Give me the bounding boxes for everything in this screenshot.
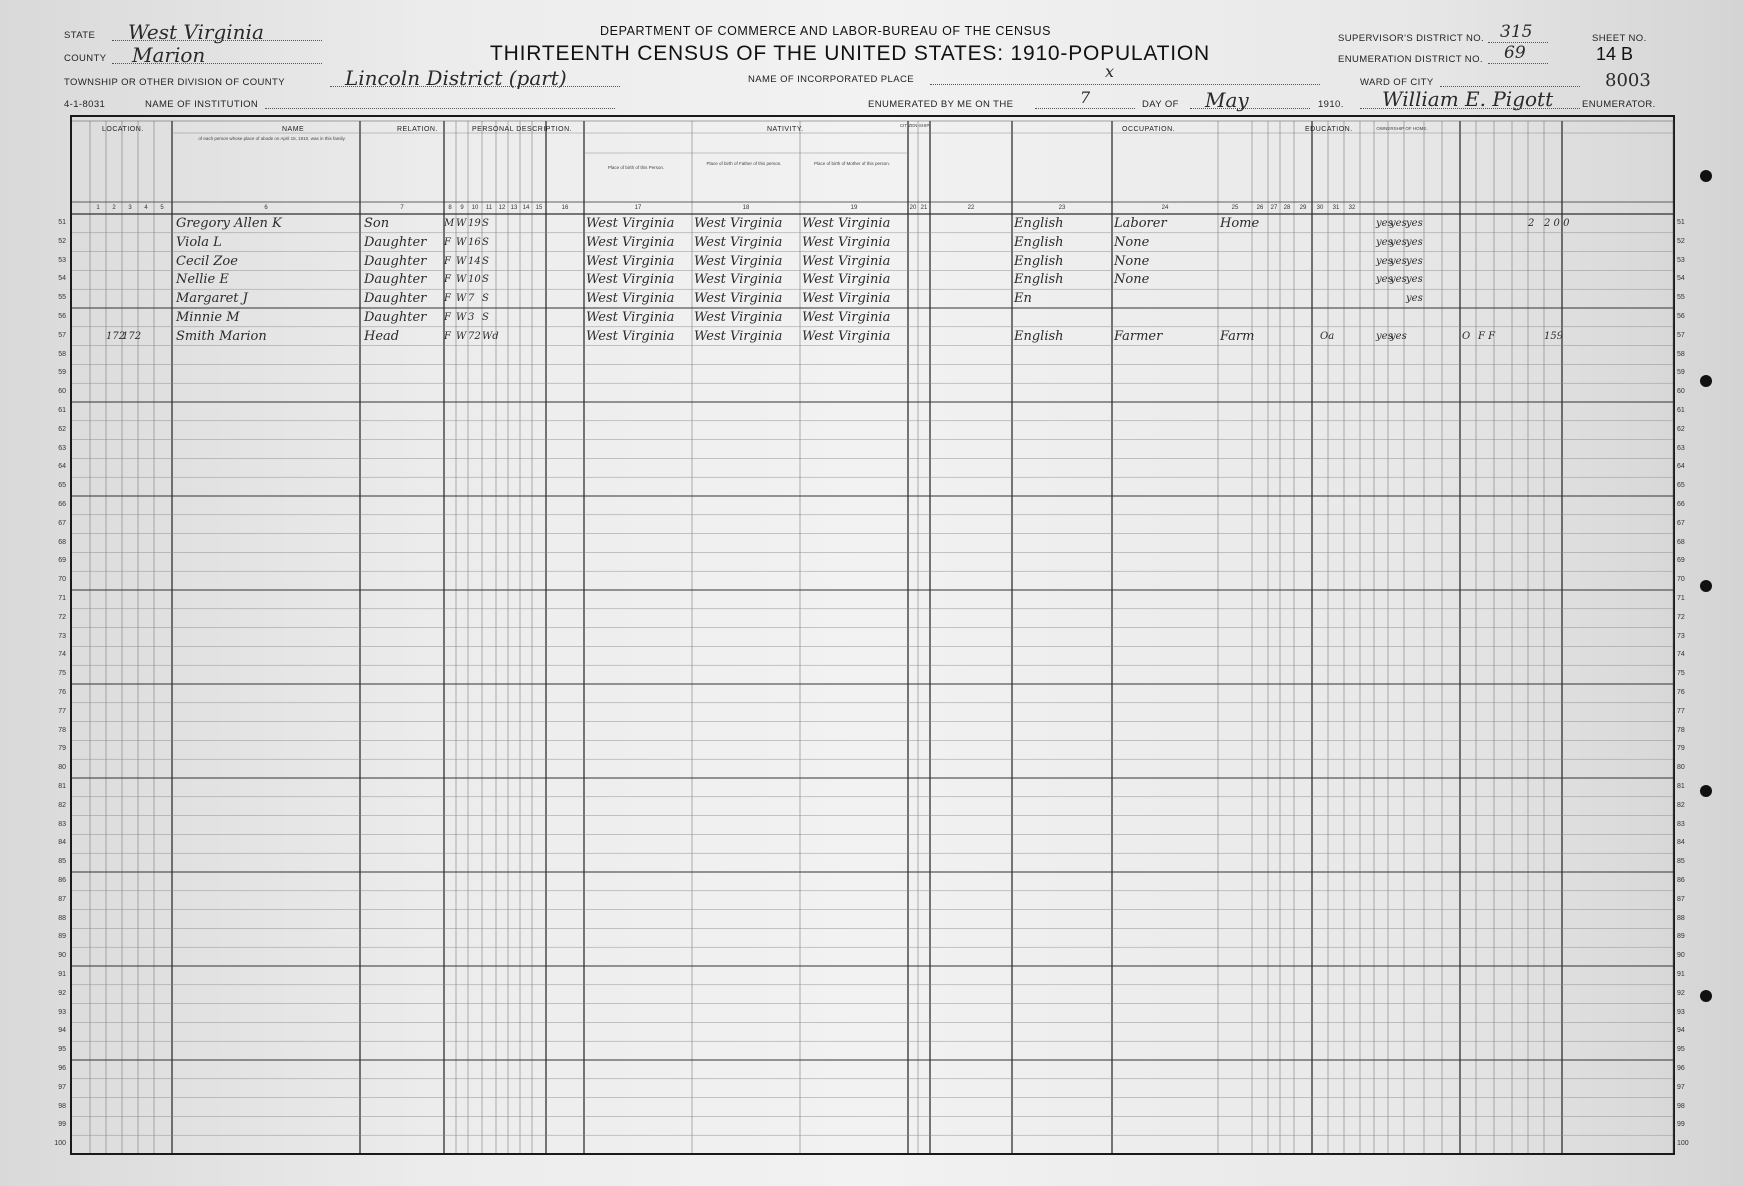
column-number: 28 <box>1283 205 1291 211</box>
column-number: 19 <box>850 205 858 211</box>
group-location: LOCATION. <box>102 126 144 133</box>
entry-name: Gregory Allen K <box>176 216 282 231</box>
entry-write: yes <box>1390 218 1407 229</box>
entry-father-birth: West Virginia <box>694 291 783 307</box>
row-number-left: 59 <box>58 369 66 377</box>
row-number-right: 61 <box>1677 407 1685 414</box>
entry-school: yes <box>1406 293 1423 305</box>
census-table <box>54 115 1689 1155</box>
row-number-left: 54 <box>58 275 66 283</box>
row-number-left: 67 <box>58 519 66 527</box>
entry-read: yes <box>1376 255 1393 267</box>
entry-mother-birth: West Virginia <box>802 291 891 307</box>
entry-marital: Wd <box>482 330 499 342</box>
row-number-left: 66 <box>58 501 66 508</box>
row-number-right: 74 <box>1677 651 1685 659</box>
row-number-right: 91 <box>1677 971 1685 978</box>
entry-name: Smith Marion <box>176 328 267 344</box>
entry-language: En <box>1014 291 1032 307</box>
group-name: NAME <box>282 126 305 133</box>
row-number-right: 92 <box>1677 989 1685 997</box>
entry-sex: F <box>444 255 451 267</box>
column-number: 30 <box>1316 205 1324 211</box>
row-number-right: 88 <box>1677 914 1685 922</box>
entry-race: W <box>456 293 467 305</box>
row-number-right: 99 <box>1677 1121 1685 1129</box>
entry-language: English <box>1014 234 1064 250</box>
entry-father-birth: West Virginia <box>694 234 783 250</box>
row-number-right: 83 <box>1677 820 1685 828</box>
column-number: 22 <box>967 205 975 211</box>
entry-relation: Daughter <box>364 310 427 325</box>
row-number-right: 67 <box>1677 519 1685 527</box>
entry-marital: S <box>482 236 489 248</box>
column-number: 32 <box>1348 205 1356 211</box>
row-number-left: 87 <box>58 895 66 903</box>
row-number-left: 76 <box>58 689 66 696</box>
entry-occupation: Laborer <box>1114 216 1167 231</box>
entry-write: yes <box>1390 274 1407 286</box>
row-number-right: 77 <box>1677 707 1685 715</box>
heading-birth-mother: Place of birth of Mother of this person. <box>813 161 891 166</box>
name-note: of each person whose place of abode on April 15, 1910, was in this family. <box>198 136 346 141</box>
row-number-left: 55 <box>58 294 66 302</box>
row-number-left: 86 <box>58 877 66 884</box>
entry-relation: Head <box>364 328 400 344</box>
row-number-left: 63 <box>58 444 66 452</box>
column-number: 27 <box>1270 205 1278 211</box>
entry-race: W <box>456 330 467 342</box>
entry-sex: F <box>444 330 451 342</box>
row-number-right: 65 <box>1677 482 1685 490</box>
entry-name: Viola L <box>176 234 222 250</box>
row-number-right: 94 <box>1677 1027 1685 1035</box>
row-number-left: 94 <box>58 1027 66 1035</box>
state-value: West Virginia <box>128 20 264 44</box>
row-number-left: 82 <box>58 801 66 809</box>
entry-farm: F F <box>1478 330 1496 342</box>
entry-father-birth: West Virginia <box>694 272 783 288</box>
enumeration-value: 69 <box>1504 43 1526 63</box>
column-number: 13 <box>510 205 518 211</box>
entry-industry: Farm <box>1220 328 1255 344</box>
entry-mother-birth: West Virginia <box>802 216 891 231</box>
column-number: 20 <box>909 205 917 211</box>
entry-father-birth: West Virginia <box>694 328 783 344</box>
entry-marital: S <box>482 274 489 286</box>
row-number-right: 78 <box>1677 726 1685 734</box>
entry-relation: Daughter <box>364 253 427 269</box>
row-number-left: 81 <box>58 783 66 790</box>
stamp-number: 8003 <box>1605 70 1651 91</box>
row-number-right: 90 <box>1677 952 1685 960</box>
entry-occupation: None <box>1114 272 1150 288</box>
main-title: THIRTEENTH CENSUS OF THE UNITED STATES: 1910-POPULATION <box>490 42 1210 65</box>
year-label: 1910. <box>1318 99 1344 110</box>
month-value: May <box>1205 88 1249 112</box>
column-number: 24 <box>1161 205 1169 211</box>
column-number: 5 <box>160 205 164 211</box>
row-number-right: 54 <box>1677 275 1685 283</box>
punch-hole <box>1700 375 1712 387</box>
row-number-left: 64 <box>58 463 66 471</box>
row-number-right: 70 <box>1677 576 1685 584</box>
row-number-left: 84 <box>58 839 66 847</box>
row-number-left: 80 <box>58 764 66 772</box>
row-number-left: 100 <box>54 1140 66 1148</box>
column-number: 1 <box>96 205 100 211</box>
entry-mother-birth: West Virginia <box>802 234 891 250</box>
entry-age: 72 <box>468 330 481 342</box>
row-number-right: 85 <box>1677 858 1685 866</box>
row-number-right: 56 <box>1677 313 1685 320</box>
row-number-right: 89 <box>1677 933 1685 941</box>
row-number-right: 73 <box>1677 632 1685 640</box>
group-education: EDUCATION. <box>1305 126 1353 133</box>
entry-relation: Daughter <box>364 272 427 288</box>
entry-language: English <box>1014 328 1064 344</box>
entry-language: English <box>1014 253 1064 269</box>
row-number-left: 65 <box>58 482 66 490</box>
row-number-right: 58 <box>1677 350 1685 358</box>
row-number-right: 81 <box>1677 783 1685 790</box>
punch-hole <box>1700 580 1712 592</box>
column-number: 21 <box>920 205 928 211</box>
row-number-right: 52 <box>1677 237 1685 245</box>
column-number: 17 <box>634 205 642 211</box>
row-number-left: 62 <box>58 425 66 433</box>
row-number-right: 62 <box>1677 425 1685 433</box>
institution-label: NAME OF INSTITUTION <box>145 99 259 110</box>
supervisor-value: 315 <box>1500 22 1533 42</box>
dept-title: DEPARTMENT OF COMMERCE AND LABOR-BUREAU OF THE CENSUS <box>600 24 1052 38</box>
row-number-right: 75 <box>1677 670 1685 678</box>
entry-school: yes <box>1406 236 1423 248</box>
column-number: 23 <box>1058 205 1066 211</box>
column-number: 12 <box>498 205 506 211</box>
row-number-left: 74 <box>58 651 66 659</box>
row-number-right: 66 <box>1677 501 1685 508</box>
row-number-right: 60 <box>1677 388 1685 396</box>
entry-read: yes <box>1376 236 1393 248</box>
entry-race: W <box>456 312 467 323</box>
entry-race: W <box>456 255 467 267</box>
row-number-right: 57 <box>1677 331 1685 339</box>
enumeration-label: ENUMERATION DISTRICT NO. <box>1338 54 1483 65</box>
row-number-left: 93 <box>58 1008 66 1016</box>
entry-own: O <box>1462 330 1471 342</box>
ward-label: WARD OF CITY <box>1360 77 1434 88</box>
heading-birth-father: Place of birth of Father of this person. <box>706 161 782 166</box>
township-label: TOWNSHIP OR OTHER DIVISION OF COUNTY <box>64 77 285 88</box>
row-number-right: 98 <box>1677 1102 1685 1110</box>
column-number: 7 <box>400 205 404 211</box>
entry-school: yes <box>1406 218 1423 229</box>
column-number: 15 <box>535 205 543 211</box>
entry-birth: West Virginia <box>586 216 675 231</box>
punch-hole <box>1700 785 1712 797</box>
entry-age: 7 <box>468 293 475 305</box>
sheet-value: 14 B <box>1596 44 1634 64</box>
sheet-label: SHEET NO. <box>1592 33 1647 44</box>
row-number-left: 68 <box>58 538 66 546</box>
county-label: COUNTY <box>64 53 107 64</box>
row-number-left: 91 <box>58 971 66 978</box>
form-code: 4-1-8031 <box>64 99 106 110</box>
row-number-right: 64 <box>1677 463 1685 471</box>
row-number-left: 61 <box>58 407 66 414</box>
row-number-right: 86 <box>1677 877 1685 884</box>
entry-marital: S <box>482 293 489 305</box>
column-number: 11 <box>485 205 493 211</box>
entry-race: W <box>456 274 467 286</box>
row-number-left: 51 <box>58 219 66 226</box>
row-number-left: 98 <box>58 1102 66 1110</box>
entry-name: Cecil Zoe <box>176 253 238 269</box>
row-number-right: 68 <box>1677 538 1685 546</box>
column-number: 4 <box>144 205 148 211</box>
entry-write: yes <box>1390 255 1407 267</box>
column-number: 9 <box>460 205 464 211</box>
punch-hole <box>1700 170 1712 182</box>
entry-father-birth: West Virginia <box>694 310 783 325</box>
incorporated-value: x <box>1105 62 1115 81</box>
entry-marital: S <box>482 312 489 323</box>
punch-hole <box>1700 990 1712 1002</box>
row-number-right: 82 <box>1677 801 1685 809</box>
entry-language: English <box>1014 272 1064 288</box>
row-number-right: 93 <box>1677 1008 1685 1016</box>
group-citizenship: CITIZEN-SHIP. <box>899 123 931 128</box>
entry-write: yes <box>1390 236 1407 248</box>
column-number: 2 <box>112 205 116 211</box>
incorporated-label: NAME OF INCORPORATED PLACE <box>748 74 914 85</box>
column-number: 16 <box>561 205 569 211</box>
column-number: 31 <box>1332 205 1340 211</box>
row-number-right: 95 <box>1677 1046 1685 1054</box>
entry-relation: Son <box>364 216 390 231</box>
row-number-right: 96 <box>1677 1065 1685 1072</box>
entry-marital: S <box>482 255 489 267</box>
row-number-left: 71 <box>58 595 66 602</box>
column-number: 6 <box>264 205 268 211</box>
column-number: 3 <box>128 205 132 211</box>
row-number-right: 79 <box>1677 745 1685 753</box>
entry-blind: 2 <box>1528 218 1535 229</box>
entry-age: 14 <box>468 255 481 267</box>
row-number-right: 55 <box>1677 294 1685 302</box>
row-number-left: 57 <box>58 331 66 339</box>
row-number-right: 63 <box>1677 444 1685 452</box>
entry-age: 16 <box>468 236 481 248</box>
entry-name: Minnie M <box>176 310 240 325</box>
row-number-left: 53 <box>58 256 66 264</box>
entry-birth: West Virginia <box>586 328 675 344</box>
row-number-left: 90 <box>58 952 66 960</box>
entry-race: W <box>456 236 467 248</box>
row-number-left: 70 <box>58 576 66 584</box>
heading-birth-person: Place of birth of this Person. <box>607 165 665 170</box>
row-number-right: 69 <box>1677 557 1685 565</box>
row-number-left: 92 <box>58 989 66 997</box>
row-number-right: 80 <box>1677 764 1685 772</box>
column-number: 18 <box>742 205 750 211</box>
entry-mother-birth: West Virginia <box>802 272 891 288</box>
entry-mother-birth: West Virginia <box>802 253 891 269</box>
enumerated-day: 7 <box>1080 88 1091 107</box>
day-of-label: DAY OF <box>1142 99 1179 110</box>
entry-father-birth: West Virginia <box>694 216 783 231</box>
entry-industry: Home <box>1220 216 1260 231</box>
row-number-right: 59 <box>1677 369 1685 377</box>
entry-sex: F <box>444 236 451 248</box>
row-number-left: 60 <box>58 388 66 396</box>
entry-occupation: Farmer <box>1114 328 1163 344</box>
entry-family: 172 <box>122 330 142 342</box>
entry-age: 10 <box>468 274 481 286</box>
row-number-right: 71 <box>1677 595 1685 602</box>
entry-name: Margaret J <box>176 291 248 307</box>
row-number-right: 87 <box>1677 895 1685 903</box>
entry-read: yes <box>1376 330 1393 342</box>
row-number-left: 79 <box>58 745 66 753</box>
entry-sex: F <box>444 312 451 323</box>
column-number: 10 <box>471 205 479 211</box>
row-number-left: 58 <box>58 350 66 358</box>
entry-birth: West Virginia <box>586 234 675 250</box>
state-label: STATE <box>64 30 96 41</box>
entry-father-birth: West Virginia <box>694 253 783 269</box>
row-number-left: 88 <box>58 914 66 922</box>
entry-birth: West Virginia <box>586 310 675 325</box>
entry-read: yes <box>1376 218 1393 229</box>
row-number-left: 78 <box>58 726 66 734</box>
group-occupation: OCCUPATION. <box>1122 126 1176 133</box>
row-number-left: 77 <box>58 707 66 715</box>
group-ownership: OWNERSHIP OF HOME. <box>1376 126 1428 131</box>
enumerated-label: ENUMERATED BY ME ON THE <box>868 99 1014 110</box>
column-number: 26 <box>1256 205 1264 211</box>
entry-race: W <box>456 218 467 229</box>
entry-relation: Daughter <box>364 234 427 250</box>
group-personal: PERSONAL DESCRIPTION. <box>472 126 573 133</box>
county-value: Marion <box>132 43 206 67</box>
entry-relation: Daughter <box>364 291 427 307</box>
entry-birth: West Virginia <box>586 272 675 288</box>
entry-employer: Oa <box>1320 330 1335 342</box>
row-number-left: 75 <box>58 670 66 678</box>
entry-sex: M <box>444 218 455 229</box>
entry-mother-birth: West Virginia <box>802 310 891 325</box>
entry-write: yes <box>1390 330 1407 342</box>
entry-school: yes <box>1406 274 1423 286</box>
row-number-left: 72 <box>58 613 66 621</box>
row-number-right: 97 <box>1677 1083 1685 1091</box>
row-number-left: 52 <box>58 237 66 245</box>
entry-name: Nellie E <box>176 272 229 288</box>
enumerator-label: ENUMERATOR. <box>1582 99 1656 110</box>
group-relation: RELATION. <box>397 126 438 133</box>
row-number-right: 53 <box>1677 256 1685 264</box>
column-number: 29 <box>1299 205 1307 211</box>
entry-occupation: None <box>1114 253 1150 269</box>
row-number-left: 83 <box>58 820 66 828</box>
row-number-left: 69 <box>58 557 66 565</box>
entry-school: yes <box>1406 255 1423 267</box>
entry-deaf: 2 0 0 <box>1544 218 1570 229</box>
row-number-right: 72 <box>1677 613 1685 621</box>
row-number-left: 96 <box>58 1065 66 1072</box>
column-number: 8 <box>448 205 452 211</box>
row-number-left: 85 <box>58 858 66 866</box>
supervisor-label: SUPERVISOR'S DISTRICT NO. <box>1338 33 1485 44</box>
entry-dwelling: 172 <box>106 330 126 342</box>
entry-deaf: 159 <box>1544 330 1564 342</box>
row-number-right: 100 <box>1677 1140 1689 1148</box>
row-number-right: 84 <box>1677 839 1685 847</box>
entry-sex: F <box>444 274 451 286</box>
entry-sex: F <box>444 293 451 305</box>
entry-occupation: None <box>1114 234 1150 250</box>
township-value: Lincoln District (part) <box>345 66 567 90</box>
entry-age: 19 <box>468 218 481 229</box>
entry-language: English <box>1014 216 1064 231</box>
entry-age: 3 <box>468 312 475 323</box>
entry-marital: S <box>482 218 489 229</box>
enumerator-value: William E. Pigott <box>1382 87 1554 111</box>
row-number-left: 97 <box>58 1083 66 1091</box>
column-number: 25 <box>1231 205 1239 211</box>
entry-birth: West Virginia <box>586 253 675 269</box>
entry-birth: West Virginia <box>586 291 675 307</box>
row-number-right: 76 <box>1677 689 1685 696</box>
row-number-left: 73 <box>58 632 66 640</box>
column-number: 14 <box>522 205 530 211</box>
row-number-left: 56 <box>58 313 66 320</box>
row-number-left: 89 <box>58 933 66 941</box>
row-number-right: 51 <box>1677 219 1685 226</box>
group-nativity: NATIVITY. <box>767 126 804 133</box>
entry-mother-birth: West Virginia <box>802 328 891 344</box>
entry-read: yes <box>1376 274 1393 286</box>
row-number-left: 99 <box>58 1121 66 1129</box>
row-number-left: 95 <box>58 1046 66 1054</box>
